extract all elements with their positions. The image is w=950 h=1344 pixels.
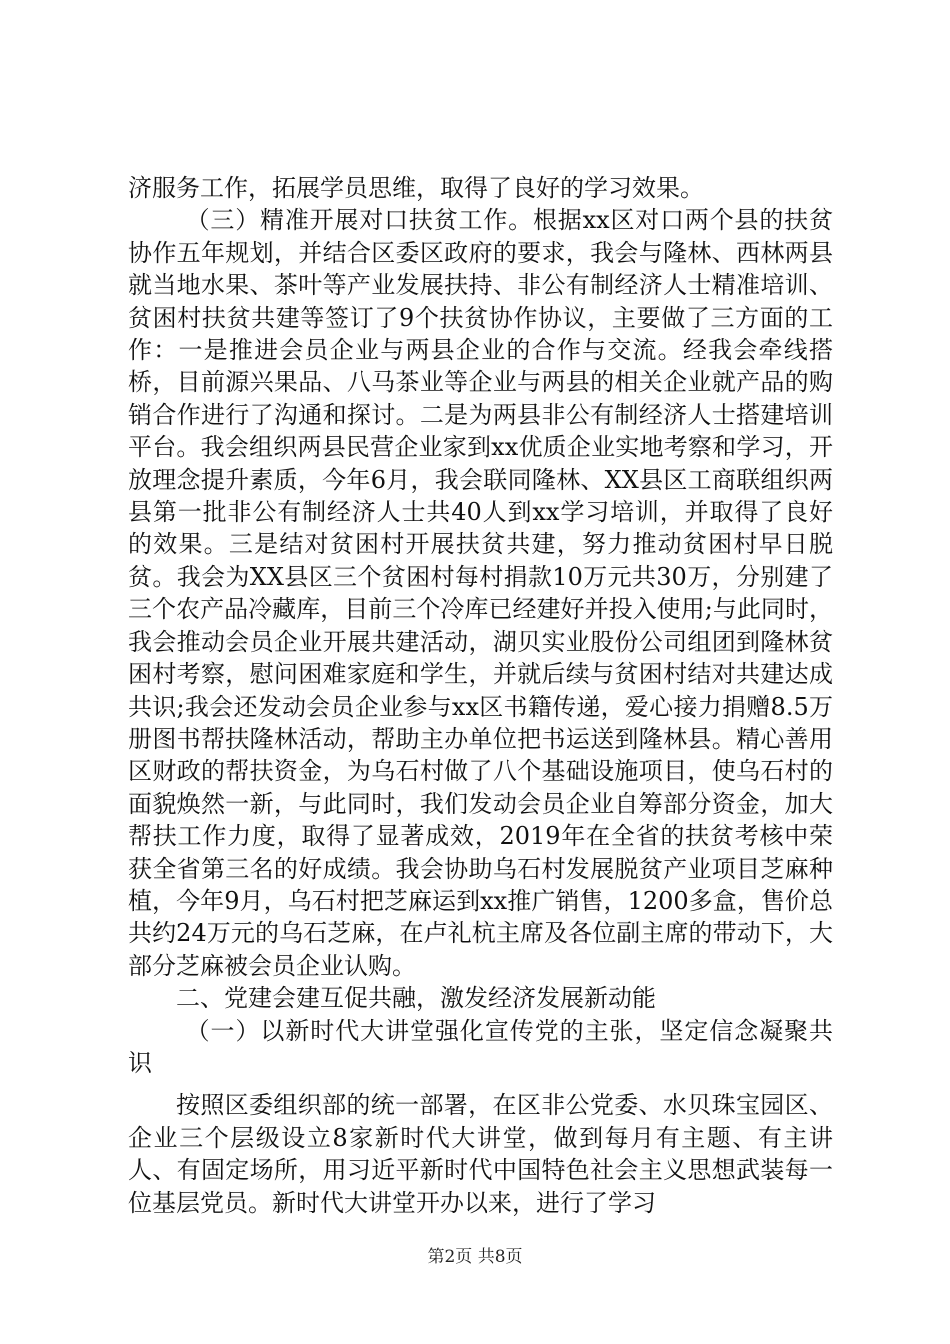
document-body bbox=[128, 172, 833, 1219]
paragraph-lecture-hall: 按照区委组织部的统一部署，在区非公党委、水贝珠宝园区、企业三个层级设立8家新时代大讲堂，做到每月有主题、有主讲人、有固定场所，用习近平新时代中国特色社会主义思想武装每一位基层党员。新时代大讲堂开办以来，进行了学习 bbox=[128, 1091, 833, 1217]
paragraph-continuation: 济服务工作，拓展学员思维，取得了良好的学习效果。 bbox=[128, 174, 704, 202]
section-heading-party-building: 二、党建会建互促共融，激发经济发展新动能 bbox=[176, 984, 656, 1013]
subsection-heading-lecture-hall: （一）以新时代大讲堂强化宣传党的主张，坚定信念凝聚共识 bbox=[128, 1016, 833, 1077]
page-number-footer: 第2页 共8页 bbox=[427, 1247, 523, 1267]
paragraph-poverty-alleviation: （三）精准开展对口扶贫工作。根据xx区对口两个县的扶贫协作五年规划，并结合区委区政府的要求，我会与隆林、西林两县就当地水果、茶叶等产业发展扶持、非公有制经济人士精准培训、贫困村扶贫共建等签订了9个扶贫协作协议，主要做了三方面的工作：一是推进会员企业与两县企业的合作与交流。经我会牵线搭桥，目前源兴果品、八马茶业等企业与两县的相关企业就产品的购销合作进行了沟通和探讨。二是为两县非公有制经济人士搭建培训平台。我会组织两县民营企业家到xx优质企业实地考察和学习，开放理念提升素质，今年6月，我会联同隆林、XX县区工商联组织两县第一批非公有制经济人士共40人到xx学习培训，并取得了良好的效果。三是结对贫困村开展扶贫共建，努力推动贫困村早日脱贫。我会为XX县区三个贫困村每村捐款10万元共30万，分别建了三个农产品冷藏库，目前三个冷库已经建好并投入使用;与此同时，我会推动会员企业开展共建活动，湖贝实业股份公司组团到隆林贫困村考察，慰问困难家庭和学生，并就后续与贫困村结对共建达成共识;我会还发动会员企业参与xx区书籍传递，爱心接力捐赠8.5万册图书帮扶隆林活动，帮助主办单位把书运送到隆林县。精心善用区财政的帮扶资金，为乌石村做了八个基础设施项目，使乌石村的面貌焕然一新，与此同时，我们发动会员企业自筹部分资金，加大帮扶工作力度，取得了显著成效，2019年在全省的扶贫考核中荣获全省第三名的好成绩。我会协助乌石村发展脱贫产业项目芝麻种植，今年9月，乌石村把芝麻运到xx推广销售，1200多盒，售价总共约24万元的乌石芝麻，在卢礼杭主席及各位副主席的带动下，大部分芝麻被会员企业认购。 bbox=[128, 206, 833, 980]
